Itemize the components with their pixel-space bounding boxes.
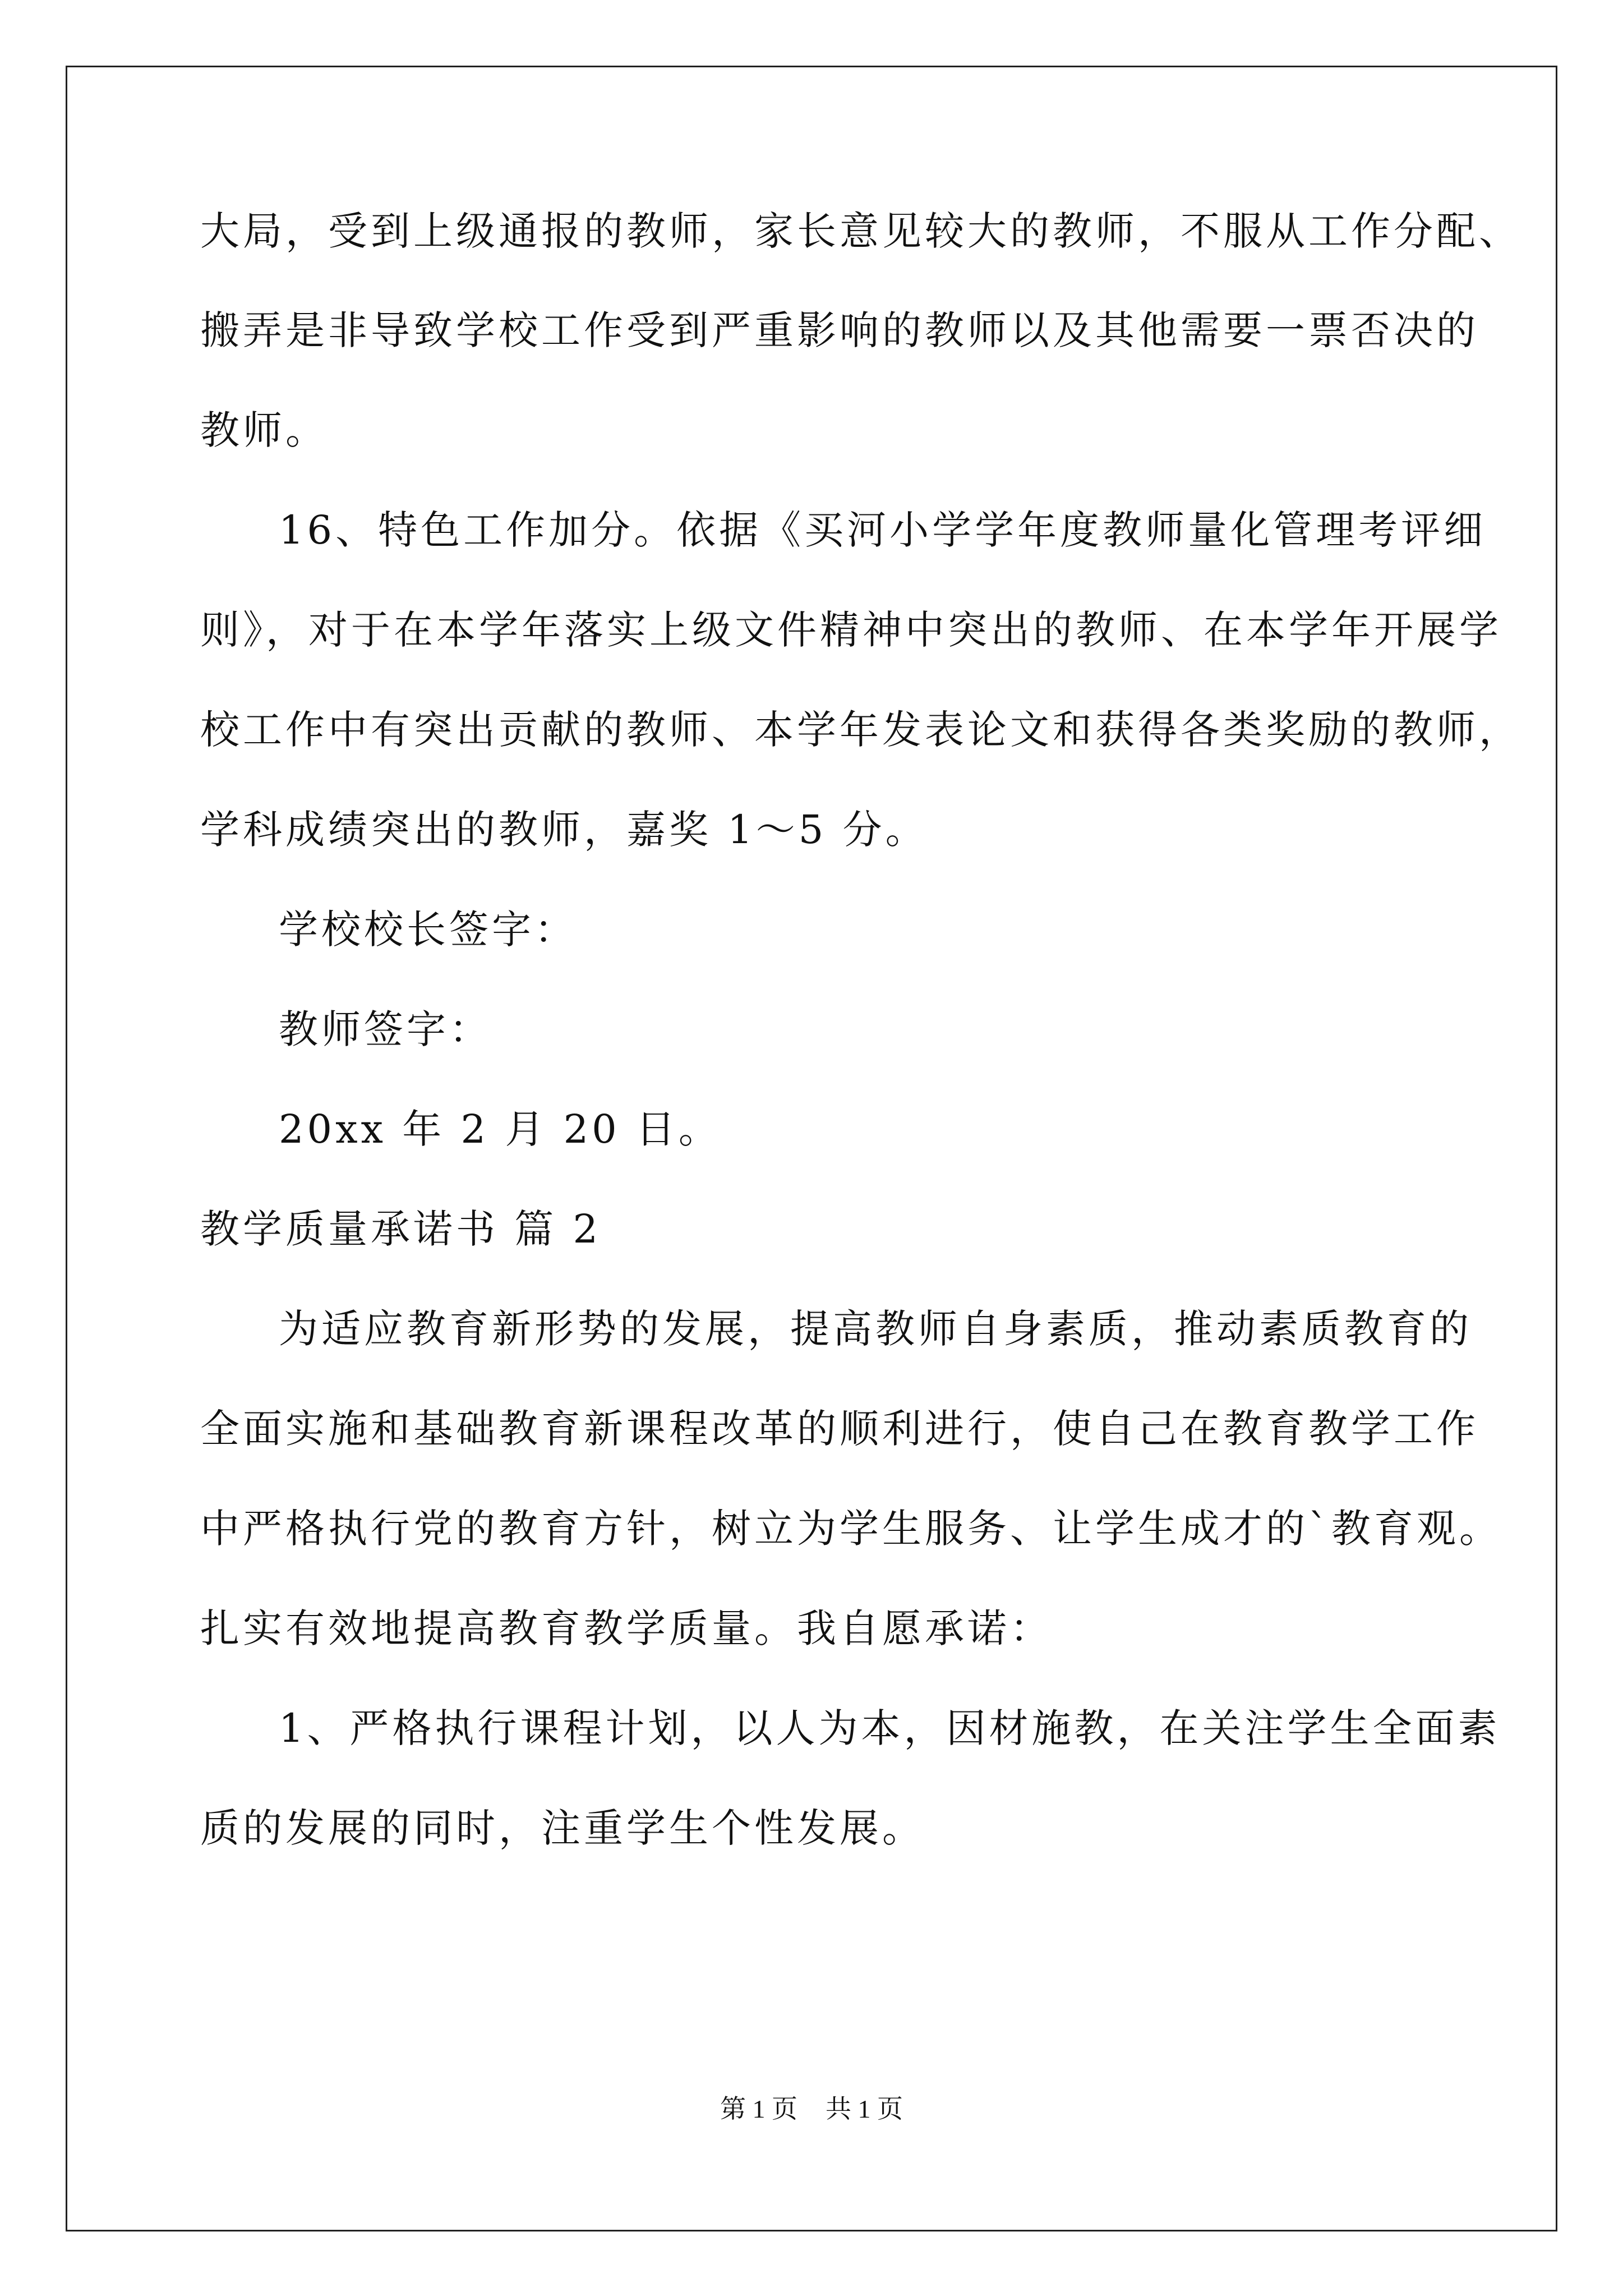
page-total: 共 1 页 xyxy=(826,2095,903,2123)
page-footer xyxy=(0,2092,1623,2126)
paragraph-line: 为适应教育新形势的发展，提高教师自身素质，推动素质教育的 xyxy=(279,1306,1472,1352)
paragraph-line: 则》，对于在本学年落实上级文件精神中突出的教师、在本学年开展学 xyxy=(200,607,1502,653)
section-heading: 教学质量承诺书 篇 2 xyxy=(200,1206,602,1252)
paragraph-line: 全面实施和基础教育新课程改革的顺利进行，使自己在教育教学工作 xyxy=(200,1406,1479,1452)
date-line: 20xx 年 2 月 20 日。 xyxy=(279,1106,721,1152)
paragraph-line: 校工作中有突出贡献的教师、本学年发表论文和获得各类奖励的教师， xyxy=(200,707,1521,753)
paragraph-line: 学科成绩突出的教师，嘉奖 1～5 分。 xyxy=(200,807,928,853)
paragraph-line: 搬弄是非导致学校工作受到严重影响的教师以及其他需要一票否决的 xyxy=(200,307,1479,353)
paragraph-line: 教师。 xyxy=(200,407,328,453)
paragraph-line: 中严格执行党的教育方针，树立为学生服务、让学生成才的`教育观。 xyxy=(200,1506,1502,1552)
paragraph-line: 大局，受到上级通报的教师，家长意见较大的教师，不服从工作分配、 xyxy=(200,208,1521,254)
paragraph-line: 1、严格执行课程计划，以人为本，因材施教，在关注学生全面素 xyxy=(279,1705,1501,1751)
paragraph-line: 16、特色工作加分。依据《买河小学学年度教师量化管理考评细 xyxy=(279,507,1487,553)
page-number: 第 1 页 xyxy=(720,2095,797,2123)
paragraph-line: 扎实有效地提高教育教学质量。我自愿承诺： xyxy=(200,1605,1053,1651)
teacher-signature-line: 教师签字： xyxy=(279,1006,492,1052)
paragraph-line: 质的发展的同时，注重学生个性发展。 xyxy=(200,1805,925,1851)
principal-signature-line: 学校校长签字： xyxy=(279,907,577,953)
